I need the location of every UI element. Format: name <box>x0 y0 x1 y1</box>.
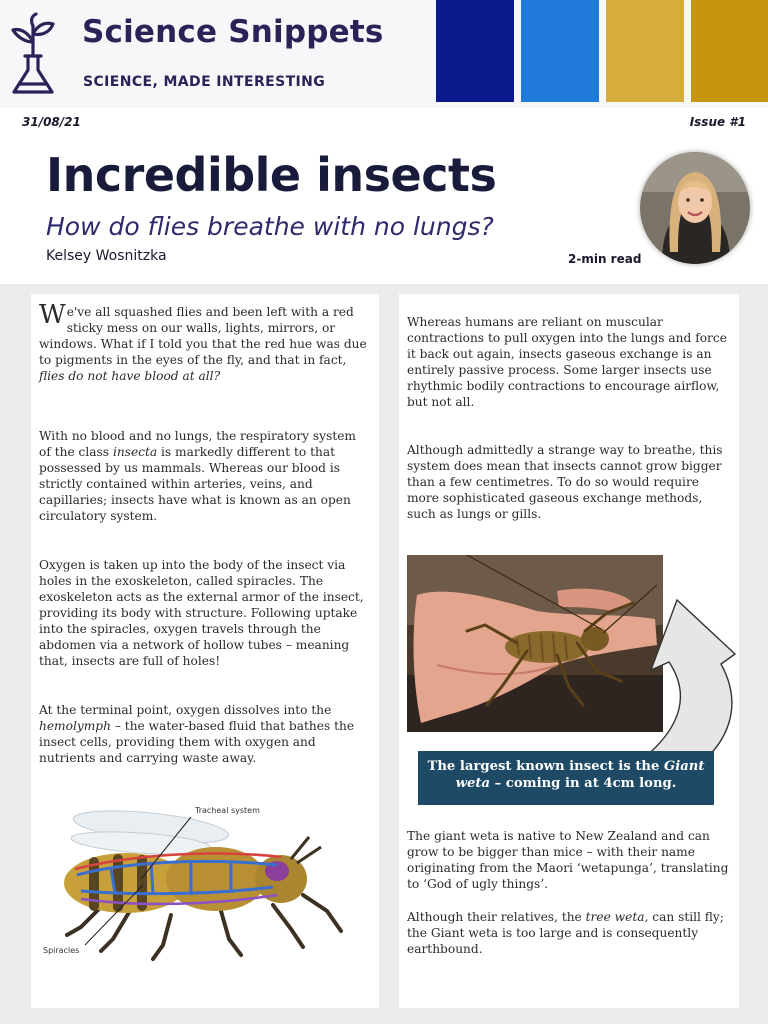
weta-caption-box: The largest known insect is the Giant weta – coming in at 4cm long. <box>418 751 714 805</box>
paragraph-weta-origin: The giant weta is native to New Zealand and can grow to be bigger than mice – with their name originating from the Maori ‘wetapunga’, translating to ‘God of ugly things’. <box>407 829 729 891</box>
brand-tagline: SCIENCE, MADE INTERESTING <box>83 74 326 90</box>
brand-title: Science Snippets <box>82 14 384 50</box>
paragraph-respiratory: With no blood and no lungs, the respiratory system of the class insecta is markedly different to that possessed by us mammals. Whereas our blood is strictly contained within arteries, veins, and capillaries; insects have what is known as an open circulatory system. <box>39 429 356 523</box>
newsletter-header <box>0 0 768 108</box>
issue-number: Issue #1 <box>689 115 746 129</box>
issue-date: 31/08/21 <box>22 115 81 129</box>
paragraph-tree-weta: Although their relatives, the tree weta, can still fly; the Giant weta is too large and is consequently earthbound. <box>407 910 724 956</box>
paragraph-passive-exchange: Whereas humans are reliant on muscular contractions to pull oxygen into the lungs and force it back out again, insects gaseous exchange is an entirely passive process. Some larger insects use rhythmic bodily contractions to encourage airflow, but not all. <box>407 315 727 409</box>
giant-weta-photo <box>407 555 663 732</box>
author-portrait-image <box>640 152 750 264</box>
read-time: 2-min read <box>568 252 642 266</box>
paragraph-size-limit: Although admittedly a strange way to breathe, this system does mean that insects cannot grow bigger than a few centimetres. To do so would require more sophisticated gaseous exchange methods, such as lungs or gills. <box>407 443 723 521</box>
color-swatch-navy <box>436 0 514 102</box>
article-author: Kelsey Wosnitzka <box>46 248 167 264</box>
article-column-left <box>31 294 379 1008</box>
insect-tracheal-diagram <box>41 799 361 969</box>
diagram-label-spiracles: Spiracles <box>43 946 80 955</box>
flask-plant-logo-icon <box>8 12 58 98</box>
article-subtitle: How do flies breathe with no lungs? <box>46 212 494 241</box>
color-swatch-ochre <box>691 0 768 102</box>
paragraph-hemolymph: At the terminal point, oxygen dissolves into the hemolymph – the water-based fluid that bathes the insect cells, providing them with oxygen and nutrients and carrying waste away. <box>39 703 355 765</box>
diagram-label-tracheal: Tracheal system <box>195 806 260 815</box>
curved-arrow-icon <box>631 594 743 774</box>
author-avatar <box>640 152 750 264</box>
paragraph-intro: We've all squashed flies and been left with a red sticky mess on our walls, lights, mirrors, or windows. What if I told you that the red hue was due to pigments in the eyes of the fly, and that in fact, flies do not have blood at all? <box>39 300 367 383</box>
article-title: Incredible insects <box>46 148 497 202</box>
article-column-right <box>399 294 739 1008</box>
color-swatch-blue <box>521 0 599 102</box>
color-swatch-gold <box>606 0 684 102</box>
drop-cap: W <box>39 300 66 330</box>
paragraph-spiracles: Oxygen is taken up into the body of the insect via holes in the exoskeleton, called spiracles. The exoskeleton acts as the external armor of the insect, providing its body with structure. Following uptake into the spiracles, oxygen travels through the abdomen via a network of hollow tubes – meaning that, insects are full of holes! <box>39 558 364 668</box>
